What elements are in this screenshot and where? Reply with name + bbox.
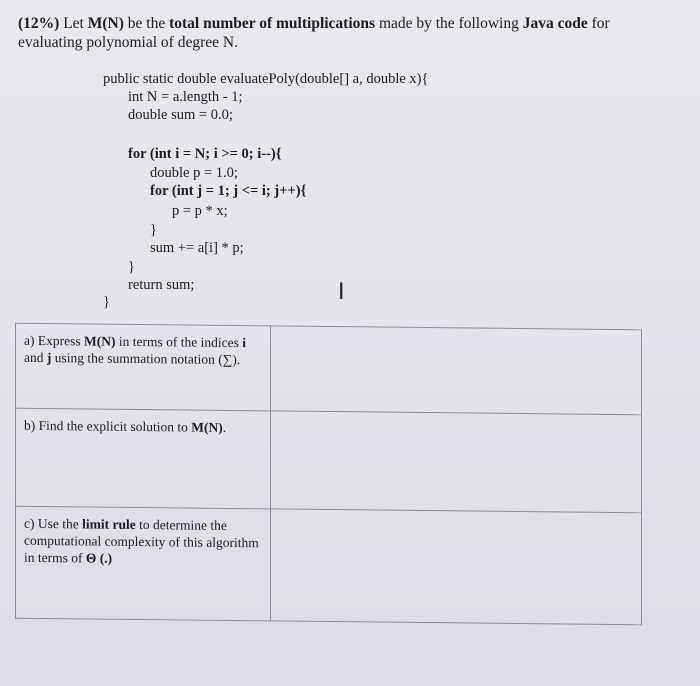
code-line: p = p * x; bbox=[172, 203, 228, 219]
code-line: double sum = 0.0; bbox=[128, 107, 233, 123]
code-line: for (int i = N; i >= 0; i--){ bbox=[128, 146, 282, 162]
question-a: a) Express M(N) in terms of the indices i and j using the summation notation (∑). bbox=[16, 323, 271, 411]
answer-cell-b[interactable] bbox=[270, 411, 642, 513]
percent-weight: (12%) bbox=[18, 15, 60, 32]
mn-term: M(N) bbox=[87, 15, 124, 32]
question-b: b) Find the explicit solution to M(N). bbox=[16, 409, 271, 509]
question-table bbox=[15, 323, 642, 626]
java-code-term: Java code bbox=[522, 15, 588, 32]
code-line: public static double evaluatePoly(double[] a, double x){ bbox=[103, 71, 429, 87]
code-line: } bbox=[128, 259, 135, 275]
code-line: int N = a.length - 1; bbox=[128, 89, 243, 105]
code-line: return sum; bbox=[128, 277, 195, 293]
intro-text: be the bbox=[123, 15, 170, 32]
intro-text: Let bbox=[59, 15, 88, 32]
table-row bbox=[16, 506, 642, 624]
code-line: } bbox=[103, 294, 110, 310]
intro-text: for evaluating polynomial of degree N. bbox=[18, 15, 610, 51]
code-line: } bbox=[150, 222, 157, 238]
code-line: sum += a[i] * p; bbox=[150, 240, 244, 256]
code-block bbox=[0, 0, 700, 310]
answer-cell-c[interactable] bbox=[270, 509, 642, 625]
bold-phrase: total number of multiplications bbox=[169, 15, 376, 32]
intro-text: made by the following bbox=[375, 15, 523, 32]
table-row bbox=[16, 323, 642, 415]
theta-symbol: Θ (.) bbox=[85, 550, 113, 566]
question-c: c) Use the limit rule to determine the computational complexity of this algorithm in terms of Θ (.) bbox=[16, 506, 271, 621]
code-line: for (int j = 1; j <= i; j++){ bbox=[150, 183, 307, 199]
code-line: double p = 1.0; bbox=[150, 165, 238, 181]
sigma-symbol: ∑ bbox=[222, 351, 233, 367]
table-row bbox=[16, 409, 642, 513]
answer-cell-a[interactable] bbox=[270, 326, 642, 415]
text-cursor-icon: I bbox=[338, 280, 345, 305]
